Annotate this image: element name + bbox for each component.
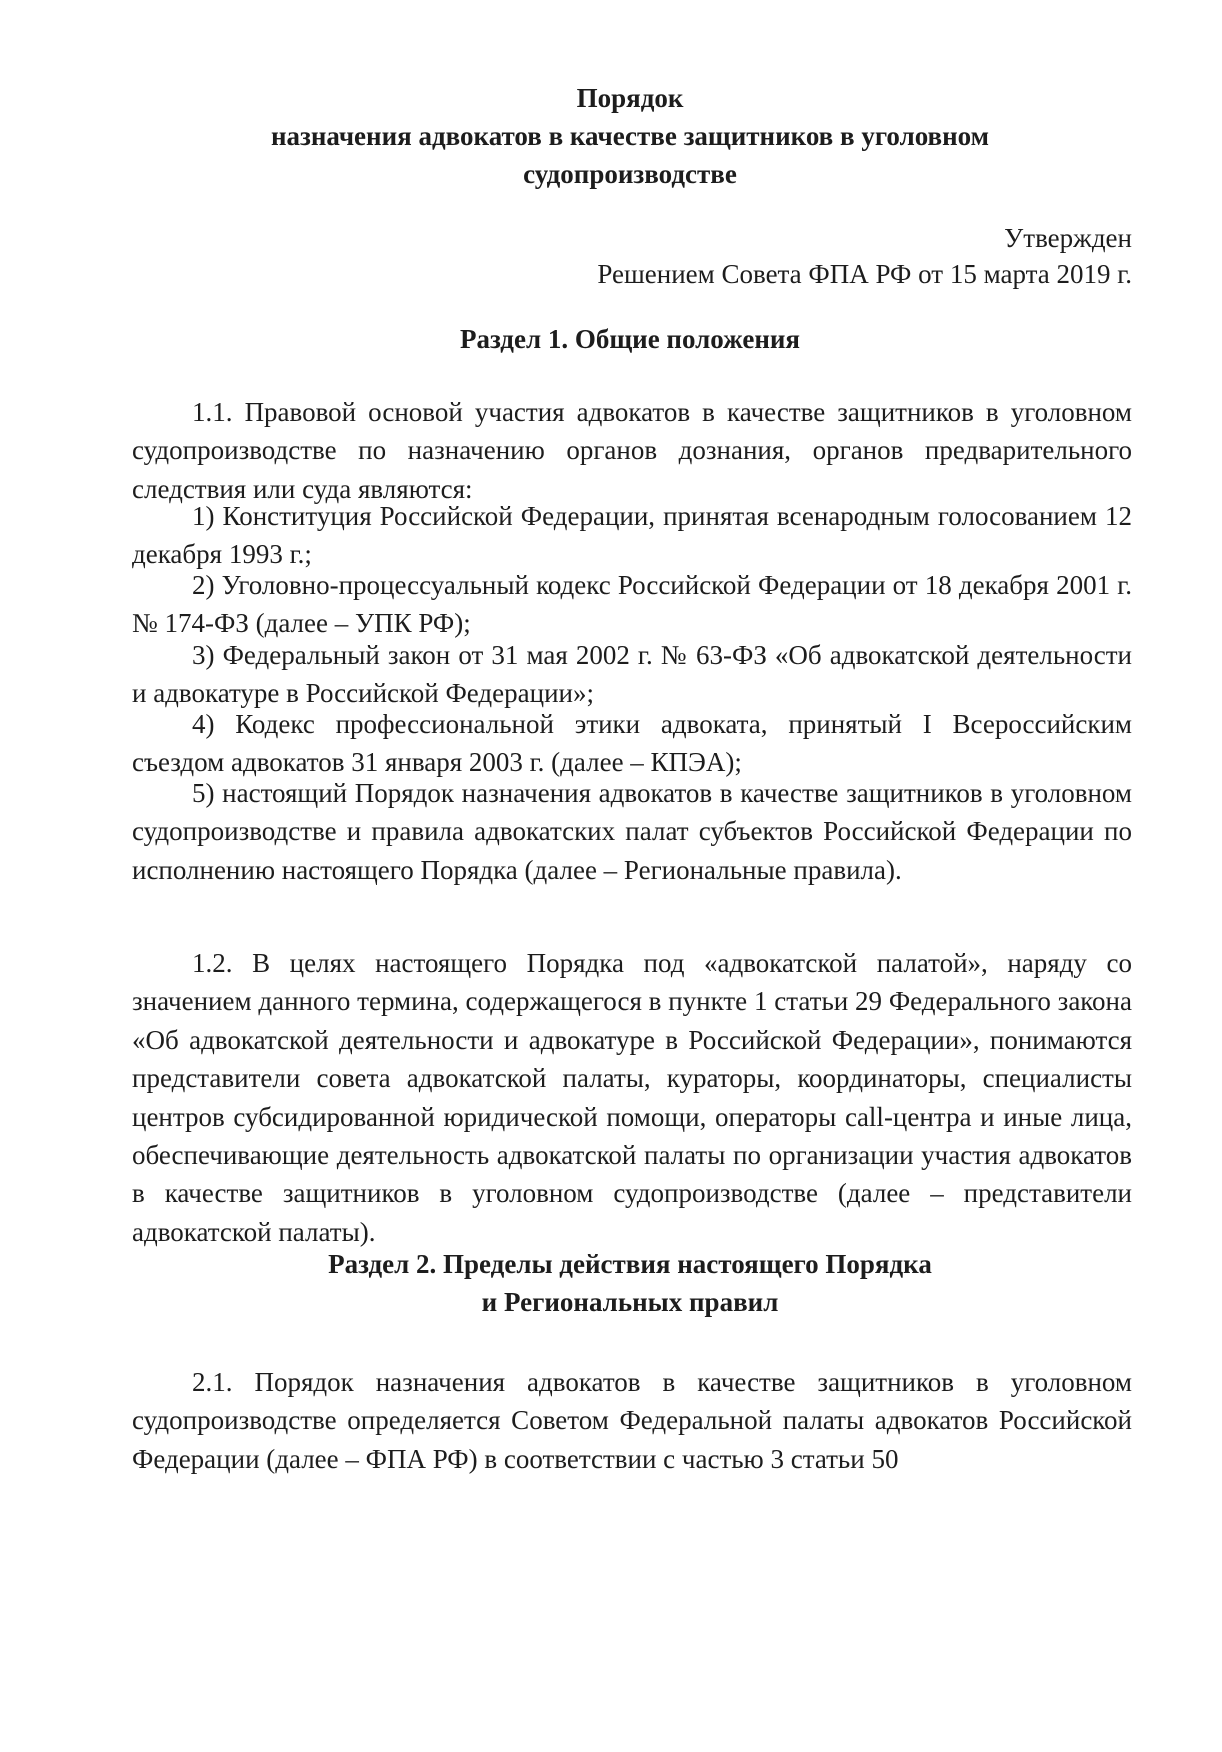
section-heading-line: Раздел 1. Общие положения <box>459 324 801 354</box>
approval-block <box>432 220 1132 292</box>
paragraph-1-1: 1.1. Правовой основой участия адвокатов в качестве защитников в уголовном судопроизводстве по назначению органов дознания, органов предварительного следствия или суда являются: <box>132 397 1132 504</box>
section-heading-line: и Региональных правил <box>481 1287 779 1317</box>
list-item-5: 5) настоящий Порядок назначения адвокатов в качестве защитников в уголовном судопроизводстве и правила адвокатских палат субъектов Российской Федерации по исполнению настоящего Порядка (далее – Региональные правила). <box>132 778 1132 885</box>
title-line: Порядок <box>576 83 684 113</box>
list-item-4: 4) Кодекс профессиональной этики адвоката, принятый I Всероссийским съездом адвокатов 31 января 2003 г. (далее – КПЭА); <box>132 709 1132 778</box>
approval-line: Утвержден <box>1004 223 1132 253</box>
list-item-1: 1) Конституция Российской Федерации, принятая всенародным голосованием 12 декабря 1993 г.; <box>132 501 1132 570</box>
paragraph-1-2: 1.2. В целях настоящего Порядка под «адвокатской палатой», наряду со значением данного термина, содержащегося в пункте 1 статьи 29 Федерального закона «Об адвокатской деятельности и адвокатуре в Российской Федерации», понимаются представители совета адвокатской палаты, кураторы, координаторы, специалисты центров субсидированной юридической помощи, операторы call-центра и иные лица, обеспечивающие деятельность адвокатской палаты по организации участия адвокатов в качестве защитников в уголовном судопроизводстве (далее – представители адвокатской палаты). <box>132 948 1132 1247</box>
paragraph-2-1: 2.1. Порядок назначения адвокатов в качестве защитников в уголовном судопроизводстве определяется Советом Федеральной палаты адвокатов Российской Федерации (далее – ФПА РФ) в соответствии с частью 3 статьи 50 <box>132 1367 1132 1474</box>
title-line: назначения адвокатов в качестве защитников в уголовном <box>270 121 990 151</box>
section-1-heading <box>180 320 1080 358</box>
section-heading-line: Раздел 2. Пределы действия настоящего Порядка <box>328 1249 932 1279</box>
list-item-3: 3) Федеральный закон от 31 мая 2002 г. № 63-ФЗ «Об адвокатской деятельности и адвокатуре в Российской Федерации»; <box>132 640 1132 709</box>
document-title <box>180 79 1080 193</box>
title-line: судопроизводстве <box>523 159 737 189</box>
section-2-heading <box>180 1245 1080 1321</box>
approval-line: Решением Совета ФПА РФ от 15 марта 2019 г. <box>597 259 1132 289</box>
list-item-2: 2) Уголовно-процессуальный кодекс Российской Федерации от 18 декабря 2001 г. № 174-ФЗ (далее – УПК РФ); <box>132 570 1132 639</box>
